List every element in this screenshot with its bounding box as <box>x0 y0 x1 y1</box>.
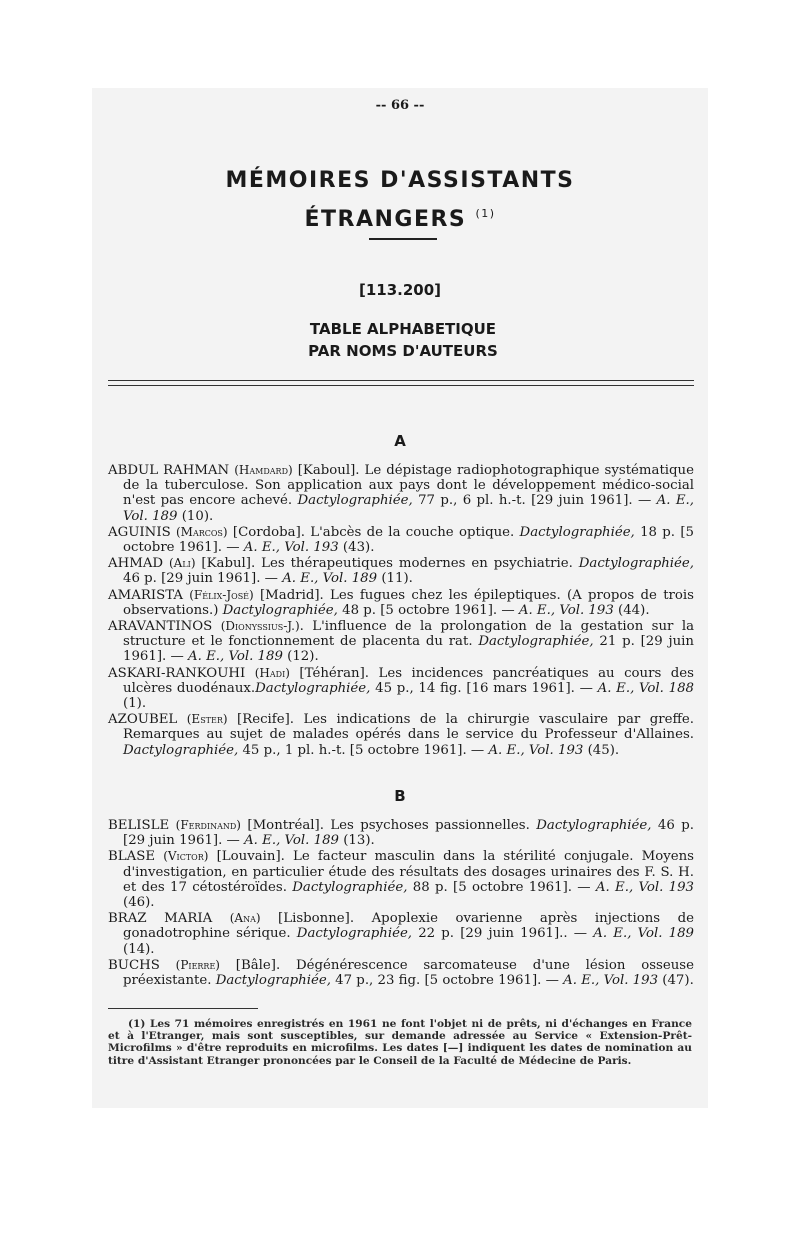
entry-firstname: (Victor) <box>163 849 209 864</box>
entry-author: ASKARI-RANKOUHI <box>108 665 246 681</box>
entry-volume: A. E., Vol. 189 <box>593 926 694 942</box>
entry-number: (43). <box>338 540 375 556</box>
entry-number: (44). <box>613 602 650 618</box>
entry-volume: A. E., Vol. 193 <box>243 540 339 556</box>
entry-publication: Dactylographiée, <box>297 493 413 509</box>
section-divider <box>108 380 694 386</box>
title-line-2-wrap <box>0 197 800 236</box>
entry-number: (12). <box>282 649 319 665</box>
entry-number: (45). <box>583 742 620 758</box>
entry-reference: 46 p. [29 juin 1961]. — <box>123 818 694 849</box>
entry-reference: 47 p., 23 fig. [5 octobre 1961]. — <box>330 973 564 989</box>
title-footnote-mark: (1) <box>475 207 496 220</box>
entry-text: [Cordoba]. L'abcès de la couche optique. <box>227 524 520 540</box>
entry-publication: Dactylographiée, <box>222 602 338 618</box>
entry-text: . L'influence de la prolongation de la gestation sur la structure et le fonctionnement de placenta du rat. <box>123 619 694 650</box>
entry-firstname: (Ali) <box>169 556 196 571</box>
entry-publication: Dactylographiée, <box>578 556 694 572</box>
entry-publication: Dactylographiée, <box>536 818 652 833</box>
footnote-mark: (1) <box>128 1018 146 1030</box>
page-number: -- 66 -- <box>375 98 425 113</box>
list-item <box>108 958 694 988</box>
entry-publication: Dactylographiée, <box>478 634 594 650</box>
list-item <box>108 849 694 910</box>
entry-firstname: (Dionyssius-J.) <box>220 619 300 634</box>
entry-author: BLASE <box>108 849 156 865</box>
entry-firstname: (Ferdinand) <box>175 818 241 832</box>
entry-volume: A. E., Vol. 189 <box>123 493 695 524</box>
classification-code: [113.200] <box>358 281 442 299</box>
entry-number: (14). <box>123 941 155 957</box>
list-item <box>108 588 694 618</box>
entry-reference: 46 p. [29 juin 1961]. — <box>123 571 283 587</box>
entry-list-a <box>108 463 694 759</box>
entry-text: [Lisbonne]. Apoplexie ovarienne après injections de gonadotrophine sérique. <box>123 911 695 942</box>
list-item <box>108 712 694 758</box>
footnote <box>108 1018 692 1067</box>
entry-firstname: (Ana) <box>229 911 261 926</box>
entry-volume: A. E., Vol. 193 <box>488 742 584 758</box>
entry-number: (10). <box>177 508 214 524</box>
entry-volume: A. E., Vol. 189 <box>282 571 378 587</box>
entry-text: [Bâle]. Dégénérescence sarcomateuse d'une lésion osseuse préexistante. <box>123 957 694 989</box>
entry-reference: 48 p. [5 octobre 1961]. — <box>337 602 519 618</box>
entry-text: [Madrid]. Les fugues chez les épileptiques. (A propos de trois observations.) <box>123 587 694 618</box>
entry-reference: 22 p. [29 juin 1961].. — <box>412 926 594 942</box>
entry-reference: 88 p. [5 octobre 1961]. — <box>407 879 596 895</box>
list-item <box>108 556 694 586</box>
entry-firstname: (Ester) <box>186 712 228 727</box>
list-item <box>108 911 694 957</box>
entry-number: (47). <box>658 973 694 989</box>
list-item <box>108 525 694 555</box>
entry-number: (13). <box>339 833 375 849</box>
footnote-divider <box>108 1008 258 1009</box>
entry-author: AHMAD <box>108 556 164 572</box>
entry-reference: 77 p., 6 pl. h.-t. [29 juin 1961]. — <box>412 493 657 509</box>
entry-author: ABDUL RAHMAN <box>108 463 230 478</box>
footnote-text: Les 71 mémoires enregistrés en 1961 ne font l'objet ni de prêts, ni d'échanges en France et à l'Etranger, mais sont susceptibles, sur demande adressée au Service « Extension-Prêt-Microfilms » d'être reproduits en microfilms. Les dates [—] indiquent les dates de nomination au titre d'Assistant Etranger prononcées par le Conseil de la Faculté de Médecine de Paris. <box>108 1018 692 1067</box>
entry-publication: Dactylographiée, <box>296 926 413 942</box>
entry-reference: 45 p., 14 fig. [16 mars 1961]. — <box>370 680 598 696</box>
subtitle <box>0 318 800 362</box>
list-item <box>108 818 694 848</box>
entry-publication: Dactylographiée, <box>123 742 239 758</box>
entry-firstname: (Hadi) <box>254 665 290 680</box>
entry-text: [Téhéran]. Les incidences pancréatiques au cours des ulcères duodénaux. <box>123 665 694 696</box>
entry-volume: A. E., Vol. 193 <box>563 973 659 989</box>
entry-author: BELISLE <box>108 818 170 833</box>
section-heading-b: B <box>394 787 406 805</box>
entry-firstname: (Pierre) <box>175 957 220 972</box>
entry-author: ARAVANTINOS <box>108 619 213 635</box>
entry-reference: 45 p., 1 pl. h.-t. [5 octobre 1961]. — <box>238 742 489 758</box>
entry-reference: 18 p. [5 octobre 1961]. — <box>123 524 694 556</box>
entry-volume: A. E., Vol. 193 <box>518 602 614 618</box>
entry-number: (1). <box>123 696 147 712</box>
subtitle-line-1: TABLE ALPHABETIQUE <box>309 320 497 338</box>
list-item <box>108 463 694 524</box>
entry-author: AMARISTA <box>108 587 183 603</box>
entry-publication: Dactylographiée, <box>292 879 408 895</box>
entry-text: [Montréal]. Les psychoses passionnelles. <box>240 818 537 833</box>
list-item <box>108 666 694 712</box>
entry-volume: A. E., Vol. 189 <box>188 649 283 665</box>
entry-text: [Louvain]. Le facteur masculin dans la stérilité conjugale. Moyens d'investigation, en particulier étude des résultats des dosages urinaires des F. S. H. et des 17 cétostéroïdes. <box>123 849 694 895</box>
entry-list-b <box>108 818 694 989</box>
page-title <box>0 164 800 236</box>
entry-author: BRAZ MARIA <box>108 911 213 927</box>
entry-publication: Dactylographiée, <box>255 680 371 696</box>
subtitle-line-2: PAR NOMS D'AUTEURS <box>308 342 498 360</box>
entry-text: [Kaboul]. Le dépistage radiophotographique systématique de la tuberculose. Son application aux pays dont le développement médico-social n'est pas encore achevé. <box>123 463 694 509</box>
entry-publication: Dactylographiée, <box>215 973 331 989</box>
entry-publication: Dactylographiée, <box>519 524 635 540</box>
entry-number: (46). <box>123 895 155 911</box>
entry-number: (11). <box>377 571 413 587</box>
entry-firstname: (Félix-José) <box>189 587 254 602</box>
title-line-2: ÉTRANGERS <box>304 207 467 232</box>
list-item <box>108 619 694 665</box>
entry-firstname: (Hamdard) <box>234 463 293 477</box>
entry-text: [Kabul]. Les thérapeutiques modernes en psychiatrie. <box>195 556 579 572</box>
title-line-1: MÉMOIRES D'ASSISTANTS <box>225 168 575 193</box>
title-divider <box>369 238 437 240</box>
entry-volume: A. E., Vol. 193 <box>595 879 694 895</box>
entry-firstname: (Marcos) <box>175 524 228 539</box>
entry-author: AGUINIS <box>108 524 171 540</box>
entry-author: BUCHS <box>108 957 160 973</box>
entry-reference: 21 p. [29 juin 1961]. — <box>123 634 694 665</box>
section-heading-a: A <box>394 432 406 450</box>
entry-volume: A. E., Vol. 189 <box>244 833 339 849</box>
entry-volume: A. E., Vol. 188 <box>597 680 694 696</box>
entry-text: [Recife]. Les indications de la chirurgie vasculaire par greffe. Remarques au sujet de malades opérés dans le service du Professeur d'Allaines. <box>123 712 694 743</box>
entry-author: AZOUBEL <box>108 712 178 728</box>
